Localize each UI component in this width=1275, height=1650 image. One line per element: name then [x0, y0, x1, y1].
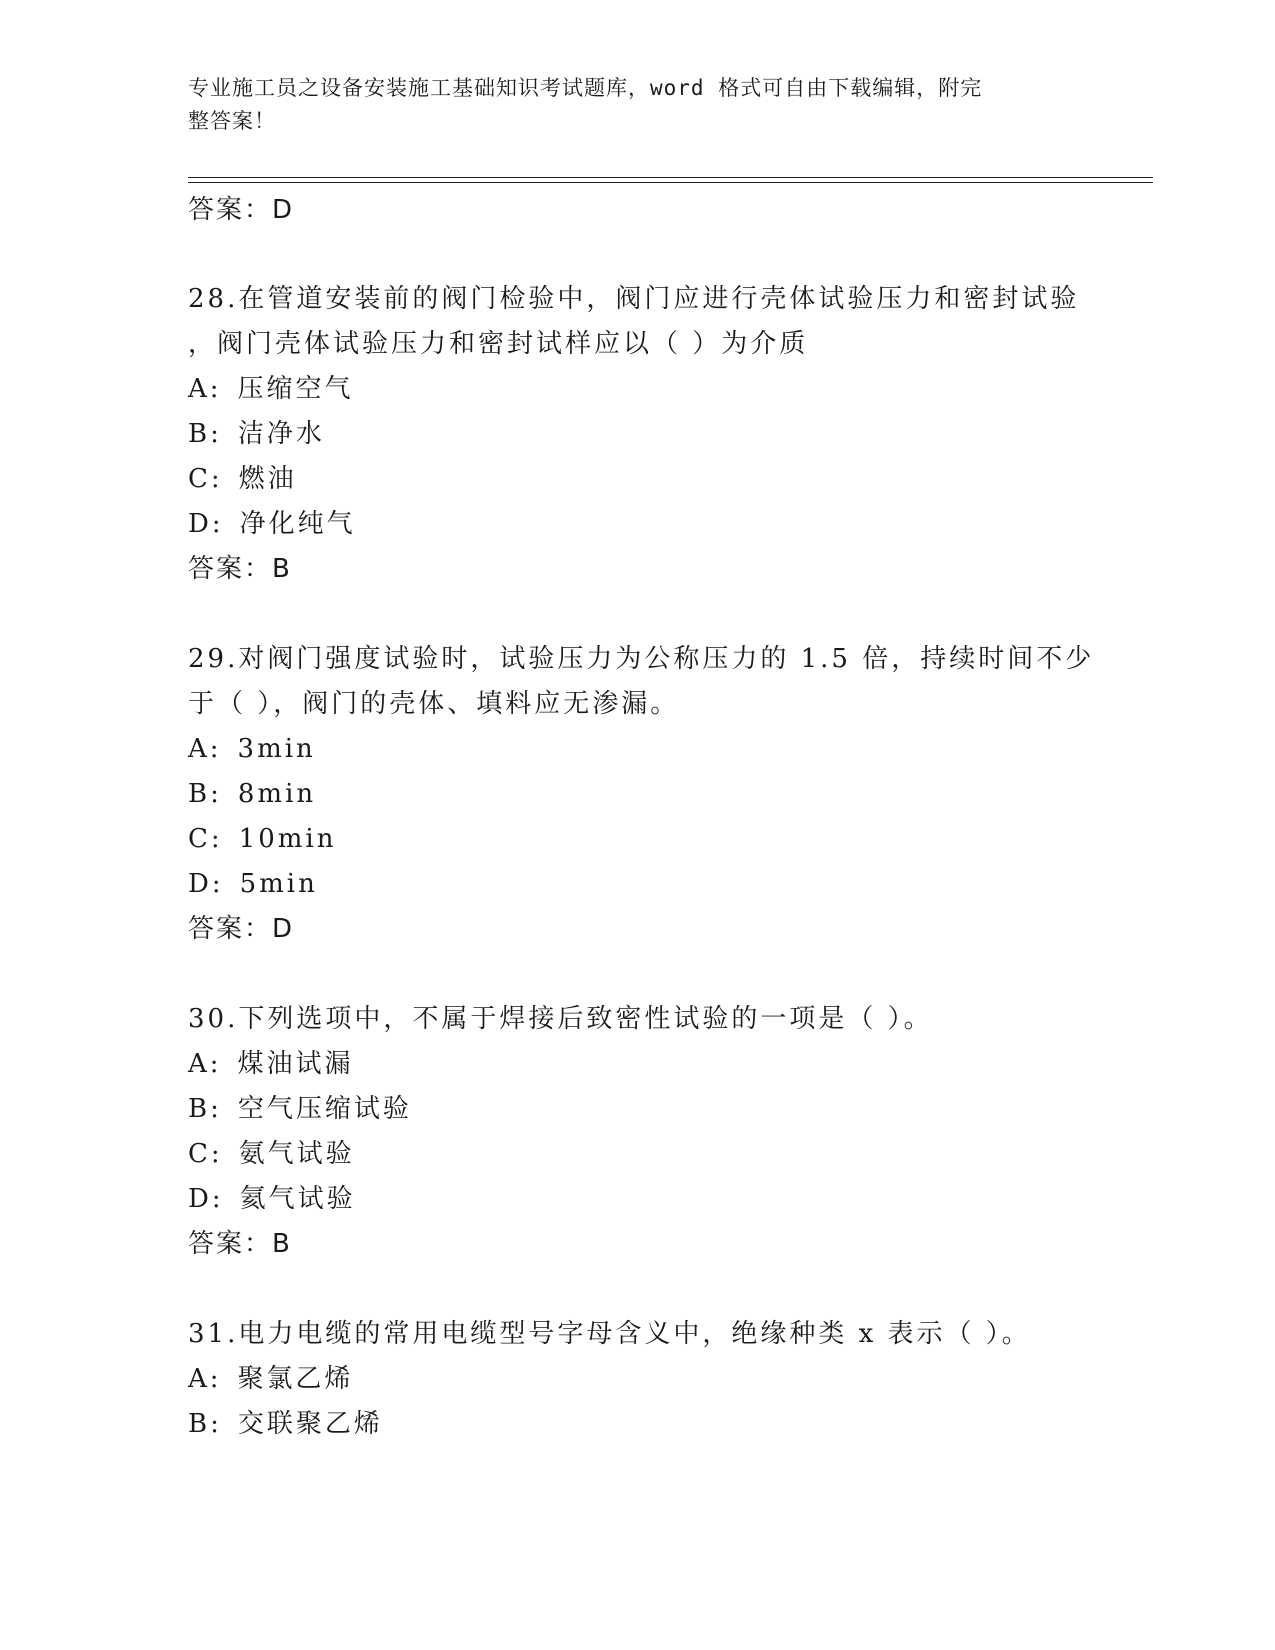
option-text: 3min [237, 734, 316, 764]
question-29-option-a [188, 733, 316, 765]
option-letter: B: [188, 779, 222, 809]
question-30-option-c [188, 1138, 355, 1170]
option-text: 8min [237, 779, 317, 809]
option-letter: A: [188, 374, 222, 404]
option-text: 燃油 [238, 464, 297, 494]
option-text: 净化纯气 [239, 509, 356, 539]
option-text: 交联聚乙烯 [237, 1409, 383, 1439]
option-text: 空气压缩试验 [237, 1094, 412, 1124]
option-text: 洁净水 [237, 419, 325, 449]
question-28-stem-line-2: ，阀门壳体试验压力和密封试样应以（ ）为介质 [188, 329, 809, 359]
question-28-answer: 答案：B [188, 554, 292, 584]
question-28-option-c [188, 463, 297, 495]
question-29-stem-line-1: 29.对阀门强度试验时，试验压力为公称压力的 1.5 倍，持续时间不少 [188, 644, 1095, 674]
question-29-option-d [188, 868, 318, 900]
question-30-option-d [188, 1183, 356, 1215]
question-30-stem-line-1: 30.下列选项中，不属于焊接后致密性试验的一项是（ ）。 [188, 1004, 933, 1034]
option-text: 压缩空气 [237, 374, 354, 404]
header-line-1: 专业施工员之设备安装施工基础知识考试题库，word 格式可自由下载编辑，附完 [188, 76, 983, 100]
question-28-stem-line-1: 28.在管道安装前的阀门检验中，阀门应进行壳体试验压力和密封试验 [188, 284, 1080, 314]
option-letter: D: [188, 509, 224, 539]
question-28-option-a [188, 373, 354, 405]
option-text: 10min [238, 824, 337, 854]
header-divider-top [188, 177, 1153, 178]
question-31-option-a [188, 1363, 354, 1395]
option-text: 煤油试漏 [237, 1049, 354, 1079]
option-letter: D: [188, 1184, 224, 1214]
option-text: 氦气试验 [239, 1184, 356, 1214]
option-letter: B: [188, 419, 222, 449]
page-header [188, 72, 1068, 138]
question-29-answer: 答案：D [188, 914, 295, 944]
question-31-stem-line-1: 31.电力电缆的常用电缆型号字母含义中，绝缘种类 x 表示（ ）。 [188, 1319, 1031, 1349]
question-30-option-a [188, 1048, 354, 1080]
option-letter: A: [188, 1049, 222, 1079]
option-letter: C: [188, 1139, 223, 1169]
option-letter: A: [188, 734, 222, 764]
question-30-option-b [188, 1093, 412, 1125]
option-letter: D: [188, 869, 224, 899]
question-28-option-b [188, 418, 325, 450]
question-28-option-d [188, 508, 356, 540]
option-text: 氨气试验 [238, 1139, 355, 1169]
option-letter: B: [188, 1409, 222, 1439]
question-29-stem-line-2: 于（ ），阀门的壳体、填料应无渗漏。 [188, 689, 680, 719]
question-29-option-b [188, 778, 316, 810]
answer-line: 答案：D [188, 195, 295, 225]
option-letter: A: [188, 1364, 222, 1394]
option-letter: B: [188, 1094, 222, 1124]
option-letter: C: [188, 824, 223, 854]
option-text: 5min [239, 869, 318, 899]
option-letter: C: [188, 464, 223, 494]
question-30-answer: 答案：B [188, 1229, 292, 1259]
question-31-option-b [188, 1408, 383, 1440]
question-29-option-c [188, 823, 336, 855]
header-line-2: 整答案！ [188, 109, 276, 133]
header-divider-bottom [188, 182, 1153, 183]
option-text: 聚氯乙烯 [237, 1364, 354, 1394]
